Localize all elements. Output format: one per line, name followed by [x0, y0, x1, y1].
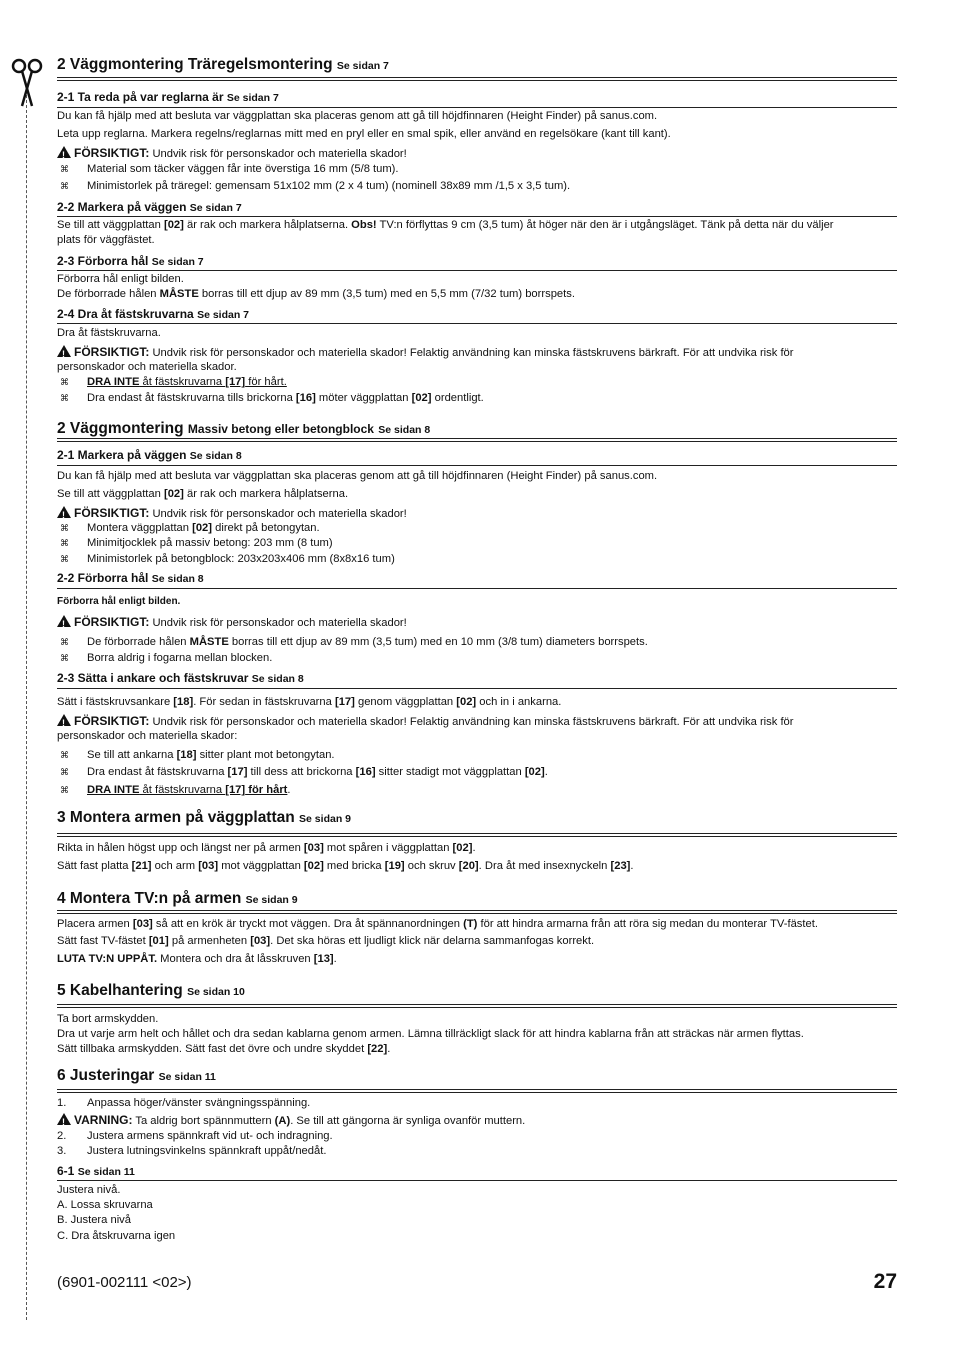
divider: [57, 77, 897, 81]
paragraph: plats för väggfästet.: [57, 234, 155, 246]
caution-note: !FÖRSIKTIGT: Undvik risk för personskador och materiella skador! Felaktig användning kan minska fästskruvens bärkraft. För att undvika risk för: [57, 713, 897, 730]
divider: [57, 270, 897, 271]
paragraph: Leta upp reglarna. Markera regelns/reglarnas mitt med en pryl eller en smal spik, eller använd en regelsökare (kant till kant).: [57, 128, 671, 140]
paragraph: Sätt fast platta [21] och arm [03] mot väggplattan [02] med bricka [19] och skruv [20]. Dra åt med insexnyckeln [23].: [57, 860, 634, 872]
paragraph: Justera nivå.: [57, 1184, 121, 1196]
x-bullet-icon: ⌘: [60, 767, 69, 777]
section-title: 2 Väggmontering Massiv betong eller betongblock Se sidan 8: [57, 420, 431, 437]
subsection-title: 2-2 Markera på väggen Se sidan 7: [57, 200, 242, 214]
section-title: 5 Kabelhantering Se sidan 10: [57, 982, 245, 999]
subsection-title: 2-1 Markera på väggen Se sidan 8: [57, 448, 242, 462]
x-bullet-icon: ⌘: [60, 181, 69, 191]
divider: [57, 465, 897, 466]
page-number: 27: [873, 1270, 897, 1293]
divider: [57, 1089, 897, 1093]
paragraph: LUTA TV:N UPPÅT. Montera och dra åt låsskruven [13].: [57, 953, 337, 965]
paragraph: De förborrade hålen MÅSTE borras till ett djup av 89 mm (3,5 tum) med en 5,5 mm (7/32 tum) borrspets.: [57, 288, 575, 300]
paragraph: Förborra hål enligt bilden.: [57, 273, 184, 285]
subsection-title: 2-3 Sätta i ankare och fästskruvar Se sidan 8: [57, 671, 304, 685]
subsection-title: 2-4 Dra åt fästskruvarna Se sidan 7: [57, 307, 250, 321]
divider: [57, 910, 897, 914]
paragraph: Förborra hål enligt bilden.: [57, 596, 181, 607]
divider: [57, 1004, 897, 1008]
subsection-title: 2-1 Ta reda på var reglarna är Se sidan 7: [57, 90, 279, 104]
x-bullet-icon: ⌘: [60, 523, 69, 533]
paragraph: Se till att väggplattan [02] är rak och markera hålplatserna. Obs! TV:n förflyttas 9 cm (3,5 tum) åt höger när den är i utgångsläget. Tänk på detta när du väljer: [57, 219, 834, 231]
section-title: 6 Justeringar Se sidan 11: [57, 1067, 216, 1084]
subsection-title: 2-3 Förborra hål Se sidan 7: [57, 254, 204, 268]
subsection-title: 2-2 Förborra hål Se sidan 8: [57, 571, 204, 585]
document-code: (6901-002111 <02>): [57, 1274, 192, 1291]
x-bullet-icon: ⌘: [60, 637, 69, 647]
paragraph: Dra ut varje arm helt och hållet och dra sedan kablarna genom armen. Lämna tillräckligt slack för att hindra kablarna från att sträckas när armen flyttas.: [57, 1028, 804, 1040]
caution-note: !FÖRSIKTIGT: Undvik risk för personskador och materiella skador!: [57, 145, 897, 162]
warning-triangle-icon: [57, 1113, 71, 1125]
warning-note: !VARNING: Ta aldrig bort spännmuttern (A). Se till att gängorna är synliga ovanför muttern.: [57, 1112, 897, 1129]
paragraph: personskador och materiella skador.: [57, 361, 237, 373]
paragraph: Ta bort armskydden.: [57, 1013, 159, 1025]
divider: [57, 323, 897, 324]
x-bullet-icon: ⌘: [60, 750, 69, 760]
x-bullet-icon: ⌘: [60, 538, 69, 548]
cut-line: [26, 90, 27, 1320]
section-title: 4 Montera TV:n på armen Se sidan 9: [57, 890, 298, 907]
x-bullet-icon: ⌘: [60, 554, 69, 564]
divider: [57, 438, 897, 442]
divider: [57, 1180, 897, 1181]
paragraph: Sätt fast TV-fästet [01] på armenheten [03]. Det ska höras ett ljudligt klick när delarna sammanfogas korrekt.: [57, 935, 595, 947]
divider: [57, 107, 897, 108]
caution-note: !FÖRSIKTIGT: Undvik risk för personskador och materiella skador!: [57, 614, 897, 631]
divider: [57, 588, 897, 589]
paragraph: Sätt i fästskruvsankare [18]. För sedan in fästskruvarna [17] genom väggplattan [02] och in i ankarna.: [57, 696, 562, 708]
paragraph: Du kan få hjälp med att besluta var väggplattan ska placeras genom att gå till höjdfinnaren (Height Finder) på sanus.com.: [57, 110, 658, 122]
x-bullet-icon: ⌘: [60, 785, 69, 795]
paragraph: Du kan få hjälp med att besluta var väggplattan ska placeras genom att gå till höjdfinnaren (Height Finder) på sanus.com.: [57, 470, 658, 482]
paragraph: Sätt tillbaka armskydden. Sätt fast det övre och undre skyddet [22].: [57, 1043, 391, 1055]
paragraph: Dra åt fästskruvarna.: [57, 327, 161, 339]
caution-note: !FÖRSIKTIGT: Undvik risk för personskador och materiella skador!: [57, 505, 897, 522]
warning-triangle-icon: [57, 615, 71, 627]
divider: [57, 216, 897, 217]
paragraph: C. Dra åtskruvarna igen: [57, 1230, 176, 1242]
x-bullet-icon: ⌘: [60, 164, 69, 174]
paragraph: Placera armen [03] så att en krök är tryckt mot väggen. Dra åt spännanordningen (T) för att hindra armarna från att röra sig medan du monterar TV-fästet.: [57, 918, 818, 930]
warning-triangle-icon: [57, 506, 71, 518]
paragraph: B. Justera nivå: [57, 1214, 131, 1226]
scissors-icon: [10, 56, 44, 108]
paragraph: personskador och materiella skador:: [57, 730, 238, 742]
section-title: 3 Montera armen på väggplattan Se sidan 9: [57, 809, 351, 826]
paragraph: Rikta in hålen högst upp och längst ner på armen [03] mot spåren i väggplattan [02].: [57, 842, 476, 854]
warning-triangle-icon: [57, 146, 71, 158]
section-title: 2 Väggmontering Träregelsmontering Se sidan 7: [57, 56, 389, 73]
subsection-title: 6-1 Se sidan 11: [57, 1164, 135, 1178]
divider: [57, 688, 897, 689]
x-bullet-icon: ⌘: [60, 393, 69, 403]
warning-triangle-icon: [57, 714, 71, 726]
divider: [57, 833, 897, 837]
warning-triangle-icon: [57, 345, 71, 357]
paragraph: Se till att väggplattan [02] är rak och markera hålplatserna.: [57, 488, 349, 500]
x-bullet-icon: ⌘: [60, 653, 69, 663]
x-bullet-icon: ⌘: [60, 377, 69, 387]
paragraph: A. Lossa skruvarna: [57, 1199, 153, 1211]
caution-note: !FÖRSIKTIGT: Undvik risk för personskador och materiella skador! Felaktig användning kan minska fästskruvens bärkraft. För att undvika risk för: [57, 344, 897, 361]
